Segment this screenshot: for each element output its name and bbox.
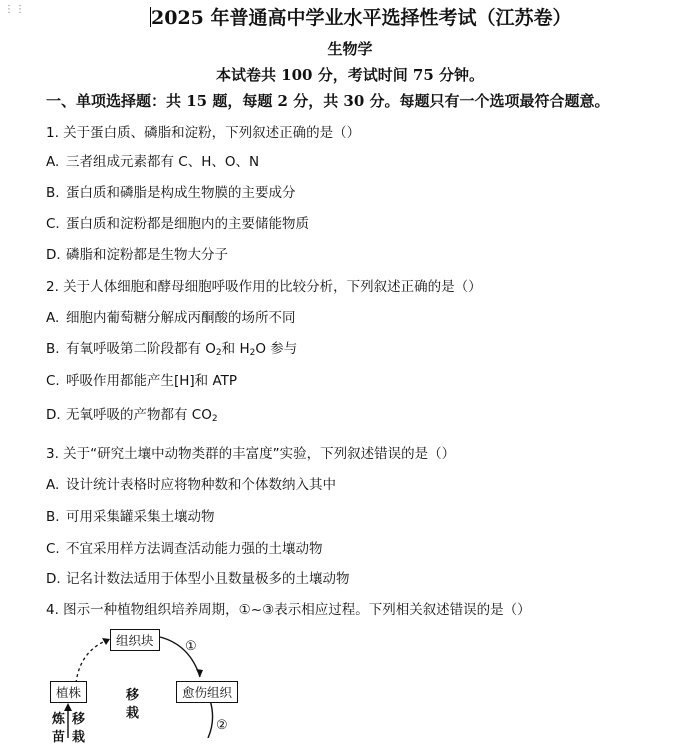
step-1-label: ①	[185, 639, 197, 654]
subscript: 2	[215, 348, 222, 358]
subject-heading: 生物学	[327, 40, 373, 58]
option-letter: C.	[46, 216, 60, 232]
option-c	[46, 369, 237, 389]
question-stem: 1. 关于蛋白质、磷脂和淀粉，下列叙述正确的是（）	[46, 125, 361, 141]
option-d	[46, 567, 350, 587]
step-2-label: ②	[216, 718, 228, 733]
plant-box: 植株	[50, 681, 87, 703]
option-text: 记名计数法适用于体型小且数量极多的土壤动物	[66, 571, 350, 587]
option-b	[46, 337, 297, 358]
option-letter: D.	[46, 407, 61, 423]
drag-handle-icon[interactable]: ⋮⋮	[4, 4, 26, 15]
harden-label: 炼苗	[52, 712, 66, 745]
page-title: 2025 年普通高中学业水平选择性考试（江苏卷）	[151, 7, 572, 29]
option-c	[46, 212, 309, 232]
option-d	[46, 243, 228, 263]
transplant-label-2: 移栽	[72, 712, 86, 745]
option-b	[46, 181, 296, 201]
option-text: O 参与	[255, 341, 298, 357]
option-letter: B.	[46, 509, 60, 525]
option-text: 蛋白质和磷脂是构成生物膜的主要成分	[66, 185, 296, 201]
option-c	[46, 537, 323, 557]
tissue-culture-diagram	[40, 625, 300, 745]
subscript: 2	[249, 348, 256, 358]
callus-tissue-box: 愈伤组织	[176, 681, 238, 703]
option-letter: A.	[46, 310, 60, 326]
callus-block-box: 组织块	[110, 629, 160, 651]
option-text: 无氧呼吸的产物都有 CO	[66, 407, 212, 423]
question-stem: 2. 关于人体细胞和酵母细胞呼吸作用的比较分析，下列叙述正确的是（）	[46, 279, 482, 295]
option-letter: D.	[46, 571, 61, 587]
option-text: 不宜采用样方法调查活动能力强的土壤动物	[66, 541, 323, 557]
option-text: 磷脂和淀粉都是生物大分子	[66, 247, 228, 263]
option-text: 细胞内葡萄糖分解成丙酮酸的场所不同	[66, 310, 296, 326]
option-a	[46, 306, 296, 326]
option-a	[46, 150, 259, 170]
option-text: 和 H	[221, 341, 250, 357]
option-text: 有氧呼吸第二阶段都有 O	[66, 341, 216, 357]
subscript: 2	[211, 414, 218, 424]
option-text: 三者组成元素都有 C、H、O、N	[66, 154, 260, 170]
exam-meta: 本试卷共 100 分，考试时间 75 分钟。	[215, 66, 485, 84]
question-stem: 4. 图示一种植物组织培养周期，①~③表示相应过程。下列相关叙述错误的是（）	[46, 602, 531, 618]
option-text: 蛋白质和淀粉都是细胞内的主要储能物质	[66, 216, 309, 232]
option-text: 呼吸作用都能产生[H]和 ATP	[66, 373, 238, 389]
option-letter: C.	[46, 373, 60, 389]
option-letter: D.	[46, 247, 61, 263]
option-letter: B.	[46, 341, 60, 357]
option-letter: B.	[46, 185, 60, 201]
option-letter: A.	[46, 154, 60, 170]
option-letter: C.	[46, 541, 60, 557]
section-heading: 一、单项选择题：共 15 题，每题 2 分，共 30 分。每题只有一个选项最符合题意。	[46, 92, 610, 110]
option-d	[46, 403, 218, 424]
option-text: 设计统计表格时应将物种数和个体数纳入其中	[66, 477, 336, 493]
option-letter: A.	[46, 477, 60, 493]
option-b	[46, 505, 215, 525]
question-stem: 3. 关于“研究土壤中动物类群的丰富度”实验，下列叙述错误的是（）	[46, 446, 456, 462]
transplant-label: 移栽	[126, 688, 140, 721]
option-text: 可用采集罐采集土壤动物	[66, 509, 215, 525]
option-a	[46, 473, 336, 493]
